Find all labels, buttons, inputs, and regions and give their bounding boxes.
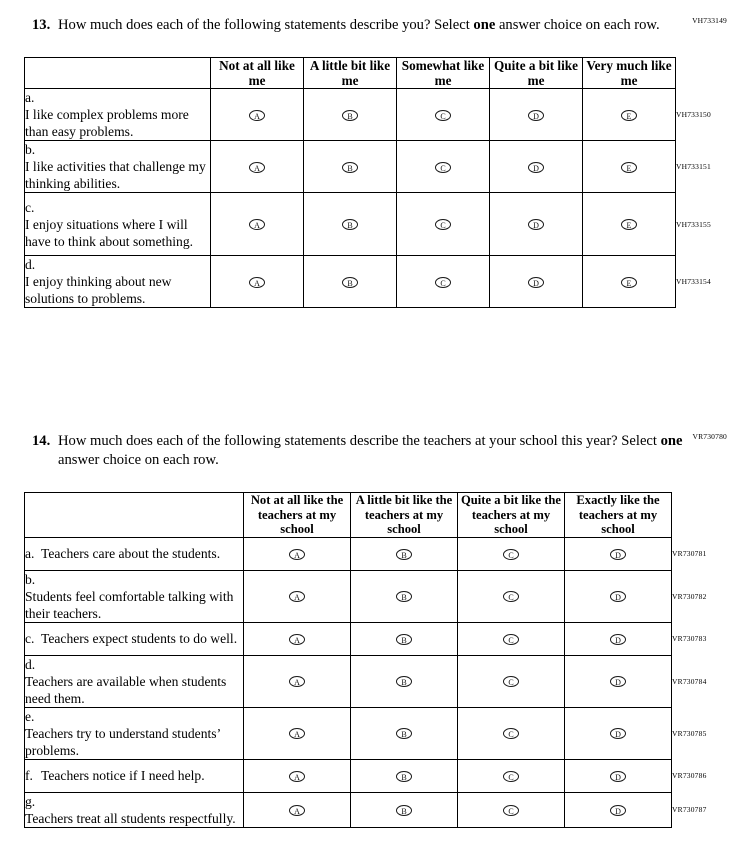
matrix-header-blank (25, 493, 244, 538)
row-id-14c: VR730783 (672, 634, 707, 643)
bubble-14a-3[interactable] (458, 537, 565, 570)
radio-bubble-icon[interactable]: C (435, 219, 451, 230)
row-text: Teachers treat all students respectfully. (25, 810, 236, 826)
bubble-13c-1[interactable] (211, 193, 304, 256)
radio-bubble-icon[interactable]: D (528, 110, 544, 121)
radio-bubble-icon[interactable]: C (503, 805, 519, 816)
matrix-header-blank (25, 58, 211, 89)
radio-bubble-icon[interactable]: B (342, 277, 358, 288)
row-stem-14c (25, 622, 244, 655)
bubble-14f-2[interactable] (351, 759, 458, 792)
radio-bubble-icon[interactable]: A (289, 805, 305, 816)
bubble-13b-1[interactable] (211, 141, 304, 193)
radio-bubble-icon[interactable]: D (528, 277, 544, 288)
bubble-13b-3[interactable] (397, 141, 490, 193)
row-text: I enjoy situations where I will have to think about something. (25, 216, 194, 249)
radio-bubble-icon[interactable]: D (610, 771, 626, 782)
row-id-14f: VR730786 (672, 771, 707, 780)
bubble-14d-2[interactable] (351, 655, 458, 707)
bubble-13c-2[interactable] (304, 193, 397, 256)
bubble-13b-2[interactable] (304, 141, 397, 193)
response-matrix-14 (24, 492, 726, 828)
row-text: Teachers are available when students need them. (25, 673, 227, 706)
question-number: 13. (32, 17, 51, 33)
matrix-header-option-4: Exactly like the teachers at my school (565, 493, 672, 538)
radio-bubble-icon[interactable]: B (342, 219, 358, 230)
table-row (25, 759, 726, 792)
bubble-13d-3[interactable] (397, 256, 490, 308)
radio-bubble-icon[interactable]: D (528, 219, 544, 230)
row-letter: c. (25, 631, 35, 646)
matrix-header-option-1: Not at all like me (211, 58, 304, 89)
matrix-header-row (25, 58, 730, 89)
bubble-13a-5[interactable] (583, 89, 676, 141)
radio-bubble-icon[interactable]: D (610, 805, 626, 816)
question-stem-14 (0, 432, 749, 470)
radio-bubble-icon[interactable]: C (503, 634, 519, 645)
radio-bubble-icon[interactable]: B (396, 634, 412, 645)
bubble-13a-3[interactable] (397, 89, 490, 141)
row-id-13d: VH733154 (676, 277, 711, 286)
row-text: Teachers care about the students. (41, 546, 221, 561)
matrix-header-option-2: A little bit like me (304, 58, 397, 89)
radio-bubble-icon[interactable]: D (610, 634, 626, 645)
radio-bubble-icon[interactable]: A (289, 634, 305, 645)
bubble-14b-1[interactable] (244, 570, 351, 622)
bubble-13c-5[interactable] (583, 193, 676, 256)
row-letter: d. (25, 656, 36, 672)
question-text-part2: answer choice on each row. (495, 17, 660, 33)
bubble-14f-3[interactable] (458, 759, 565, 792)
bubble-14e-1[interactable] (244, 707, 351, 759)
row-stem-13d (25, 256, 211, 308)
radio-bubble-icon[interactable]: C (435, 277, 451, 288)
radio-bubble-icon[interactable]: B (396, 591, 412, 602)
row-stem-14f (25, 759, 244, 792)
radio-bubble-icon[interactable]: B (396, 549, 412, 560)
bubble-14a-2[interactable] (351, 537, 458, 570)
radio-bubble-icon[interactable]: A (249, 219, 265, 230)
row-id-14g: VR730787 (672, 805, 707, 814)
bubble-14e-3[interactable] (458, 707, 565, 759)
bubble-14b-2[interactable] (351, 570, 458, 622)
bubble-14c-2[interactable] (351, 622, 458, 655)
row-id-14d: VR730784 (672, 676, 707, 686)
bubble-14c-1[interactable] (244, 622, 351, 655)
bubble-14d-3[interactable] (458, 655, 565, 707)
row-stem-13c (25, 193, 211, 256)
row-stem-13a (25, 89, 211, 141)
row-stem-14b (25, 570, 244, 622)
bubble-14f-4[interactable] (565, 759, 672, 792)
table-row (25, 141, 730, 193)
table-row (25, 792, 726, 827)
row-letter: b. (25, 142, 36, 157)
row-id-13b: VH733151 (676, 162, 711, 171)
radio-bubble-icon[interactable]: B (342, 110, 358, 121)
radio-bubble-icon[interactable]: A (249, 162, 265, 173)
row-text: Students feel comfortable talking with their teachers. (25, 588, 234, 621)
matrix-header-id-column (676, 58, 730, 89)
bubble-13a-4[interactable] (490, 89, 583, 141)
radio-bubble-icon[interactable]: D (610, 728, 626, 739)
row-id-14a: VR730781 (672, 549, 707, 558)
radio-bubble-icon[interactable]: A (289, 728, 305, 739)
radio-bubble-icon[interactable]: D (610, 591, 626, 602)
row-stem-14d (25, 655, 244, 707)
radio-bubble-icon[interactable]: C (503, 591, 519, 602)
table-row (25, 537, 726, 570)
row-stem-14e (25, 707, 244, 759)
bubble-14b-4[interactable] (565, 570, 672, 622)
bubble-13b-5[interactable] (583, 141, 676, 193)
question-block-14 (0, 432, 749, 828)
bubble-14a-4[interactable] (565, 537, 672, 570)
row-letter: b. (25, 571, 36, 587)
question-text (58, 432, 689, 470)
matrix-header-id-column (672, 493, 726, 538)
row-text: Teachers try to understand students’ problems. (25, 725, 221, 758)
question-text-part1: How much does each of the following statements describe you? Select (58, 17, 474, 33)
radio-bubble-icon[interactable]: D (610, 676, 626, 687)
radio-bubble-icon[interactable]: A (249, 110, 265, 121)
question-number: 14. (32, 433, 51, 449)
row-letter: c. (25, 199, 35, 215)
bubble-14f-1[interactable] (244, 759, 351, 792)
bubble-13c-4[interactable] (490, 193, 583, 256)
bubble-14g-3[interactable] (458, 792, 565, 827)
matrix-header-option-5: Very much like me (583, 58, 676, 89)
matrix-header-row (25, 493, 726, 538)
table-row (25, 655, 726, 707)
bubble-13c-3[interactable] (397, 193, 490, 256)
matrix-header-option-3: Quite a bit like the teachers at my school (458, 493, 565, 538)
question-corner-id: VR730780 (692, 432, 727, 441)
row-id-13a: VH733150 (676, 110, 711, 119)
radio-bubble-icon[interactable]: B (396, 771, 412, 782)
bubble-13b-4[interactable] (490, 141, 583, 193)
response-matrix-13 (24, 57, 730, 308)
bubble-13a-2[interactable] (304, 89, 397, 141)
bubble-13d-5[interactable] (583, 256, 676, 308)
bubble-14d-1[interactable] (244, 655, 351, 707)
bubble-13d-2[interactable] (304, 256, 397, 308)
radio-bubble-icon[interactable]: B (342, 162, 358, 173)
radio-bubble-icon[interactable]: A (289, 549, 305, 560)
table-row (25, 707, 726, 759)
radio-bubble-icon[interactable]: C (435, 162, 451, 173)
bubble-14g-4[interactable] (565, 792, 672, 827)
question-corner-id: VH733149 (692, 16, 727, 25)
question-block-13 (0, 16, 749, 308)
radio-bubble-icon[interactable]: C (503, 676, 519, 687)
bubble-13a-1[interactable] (211, 89, 304, 141)
radio-bubble-icon[interactable]: A (249, 277, 265, 288)
radio-bubble-icon[interactable]: A (289, 676, 305, 687)
bubble-14c-3[interactable] (458, 622, 565, 655)
table-row (25, 256, 730, 308)
row-letter: f. (25, 768, 33, 783)
row-text: Teachers expect students to do well. (41, 631, 238, 646)
row-id-13c: VH733155 (676, 219, 711, 229)
question-text-part1: How much does each of the following statements describe the teachers at your school this year? Select (58, 433, 661, 449)
bubble-14g-2[interactable] (351, 792, 458, 827)
matrix-header-option-4: Quite a bit like me (490, 58, 583, 89)
row-id-14e: VR730785 (672, 728, 707, 738)
radio-bubble-icon[interactable]: C (435, 110, 451, 121)
row-letter: a. (25, 90, 35, 105)
row-letter: d. (25, 257, 36, 272)
radio-bubble-icon[interactable]: E (621, 110, 637, 121)
radio-bubble-icon[interactable]: E (621, 162, 637, 173)
row-id-14b: VR730782 (672, 591, 707, 601)
matrix-header-option-2: A little bit like the teachers at my school (351, 493, 458, 538)
radio-bubble-icon[interactable]: E (621, 219, 637, 230)
question-text-emphasis: one (473, 17, 496, 33)
radio-bubble-icon[interactable]: C (503, 549, 519, 560)
table-row (25, 193, 730, 256)
row-text: Teachers notice if I need help. (41, 768, 205, 783)
row-stem-14a (25, 537, 244, 570)
radio-bubble-icon[interactable]: E (621, 277, 637, 288)
row-stem-14g (25, 792, 244, 827)
radio-bubble-icon[interactable]: B (396, 805, 412, 816)
radio-bubble-icon[interactable]: C (503, 771, 519, 782)
radio-bubble-icon[interactable]: B (396, 676, 412, 687)
row-letter: a. (25, 546, 35, 561)
question-text-part2: answer choice on each row. (58, 452, 219, 468)
row-text: I enjoy thinking about new solutions to problems. (25, 274, 172, 306)
table-row (25, 89, 730, 141)
bubble-13d-4[interactable] (490, 256, 583, 308)
bubble-14d-4[interactable] (565, 655, 672, 707)
bubble-14e-2[interactable] (351, 707, 458, 759)
radio-bubble-icon[interactable]: D (610, 549, 626, 560)
row-letter: g. (25, 793, 36, 809)
row-text: I like activities that challenge my thinking abilities. (25, 159, 206, 191)
bubble-14a-1[interactable] (244, 537, 351, 570)
row-stem-13b (25, 141, 211, 193)
radio-bubble-icon[interactable]: A (289, 591, 305, 602)
bubble-14c-4[interactable] (565, 622, 672, 655)
matrix-header-option-1: Not at all like the teachers at my school (244, 493, 351, 538)
row-text: I like complex problems more than easy problems. (25, 107, 189, 139)
table-row (25, 622, 726, 655)
bubble-14g-1[interactable] (244, 792, 351, 827)
radio-bubble-icon[interactable]: A (289, 771, 305, 782)
question-text-emphasis: one (660, 433, 683, 449)
row-letter: e. (25, 708, 35, 724)
radio-bubble-icon[interactable]: D (528, 162, 544, 173)
matrix-header-option-3: Somewhat like me (397, 58, 490, 89)
table-row (25, 570, 726, 622)
radio-bubble-icon[interactable]: B (396, 728, 412, 739)
question-stem-13 (0, 16, 749, 35)
bubble-14b-3[interactable] (458, 570, 565, 622)
question-text (58, 16, 689, 35)
bubble-14e-4[interactable] (565, 707, 672, 759)
radio-bubble-icon[interactable]: C (503, 728, 519, 739)
bubble-13d-1[interactable] (211, 256, 304, 308)
